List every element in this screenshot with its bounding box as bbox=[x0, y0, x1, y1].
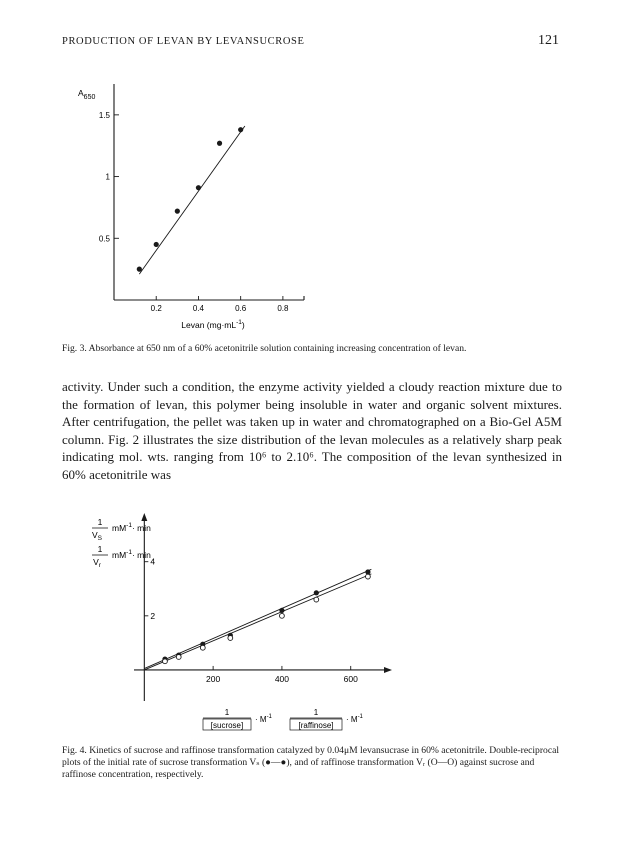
fig3-x-tick-label: 0.2 bbox=[150, 304, 162, 313]
fig4-x-tick-label: 600 bbox=[343, 673, 358, 684]
fig4-ylabel-vr-unit: $mM^{-1}\cdot \min$ bbox=[112, 549, 151, 560]
fig4-x-axis-arrow bbox=[384, 667, 392, 673]
running-head: PRODUCTION OF LEVAN BY LEVANSUCROSE bbox=[62, 36, 305, 47]
figure-3-chart bbox=[0, 0, 624, 340]
fig4-ylabel-vs-num: 1 bbox=[97, 517, 103, 527]
fig4-y-tick-label: 2 bbox=[150, 610, 156, 621]
fig4-point-vr bbox=[228, 636, 233, 641]
fig3-xlabel-sup: -1 bbox=[236, 319, 242, 326]
figure-4-caption: Fig. 4. Kinetics of sucrose and raffinose transformation catalyzed by 0.04μM levansucrase in 60% acetonitrile. Double-reciprocal plots of the initial rate of sucrose transformation Vₛ (●—●), and of raffinose transformation Vᵣ (O—O) against sucrose and raffinose concentration, respectively. bbox=[62, 745, 560, 780]
fig4-x-tick-label: 200 bbox=[206, 673, 221, 684]
fig4-x-tick-label: 400 bbox=[274, 673, 290, 684]
fig3-ylabel-main: A bbox=[78, 88, 84, 98]
fig4-xlabel-sucrose-den: [sucrose] bbox=[210, 721, 244, 730]
fig4-axes bbox=[134, 513, 392, 701]
fig4-point-vr bbox=[366, 574, 371, 579]
fig4-point-vr bbox=[176, 655, 181, 660]
fig4-xlabel-raffinose-den: [raffinose] bbox=[298, 721, 334, 730]
figure-3-caption: Fig. 3. Absorbance at 650 nm of a 60% acetonitrile solution containing increasing concentration of levan. bbox=[62, 343, 467, 354]
fig3-xlabel-main: Levan (mg·mL bbox=[181, 320, 237, 330]
fig4-y-axis-arrow bbox=[141, 513, 147, 521]
fig4-xlabel-raffinose bbox=[290, 708, 364, 730]
fig4-xlabel-sucrose-unit: · $M^{-1}$ bbox=[255, 714, 272, 724]
fig4-xlabel-sucrose-num: 1 bbox=[224, 708, 230, 717]
fig4-xlabel-sucrose bbox=[203, 708, 273, 730]
fig3-y-axis-label bbox=[78, 88, 95, 101]
body-paragraph: activity. Under such a condition, the enzyme activity yielded a cloudy reaction mixture due to the formation of levan, this polymer being insoluble in water and organic solvent mixtures. After centrifugation, the pellet was taken up in water and chromatographed on a Bio-Gel A5M column. Fig. 2 illustrates the size distribution of the levan molecules as a relatively sharp peak indicating mol. wts. ranging from 10⁶ to 2.10⁶. The composition of the levan synthesized in 60% acetonitrile was bbox=[62, 379, 562, 482]
fig3-x-tick-label: 0.6 bbox=[235, 304, 247, 313]
fig4-y-tick-label: 4 bbox=[150, 556, 156, 567]
fig4-point-vr bbox=[163, 659, 168, 664]
fig3-xlabel-close: ) bbox=[241, 320, 245, 330]
fig3-data-point bbox=[196, 185, 201, 190]
fig3-data-point bbox=[175, 209, 180, 214]
fig4-point-vr bbox=[200, 645, 205, 650]
fig4-ylabel-vs-den: $V_S$ bbox=[91, 530, 103, 542]
figure-4-chart bbox=[0, 505, 624, 740]
fig4-point-vs bbox=[279, 608, 284, 613]
fig3-data-point bbox=[154, 242, 159, 247]
fig3-x-tick-label: 0.8 bbox=[277, 304, 289, 313]
fig3-y-tick-label: 1 bbox=[105, 172, 110, 182]
fig3-x-axis-label bbox=[181, 319, 245, 330]
fig3-y-tick-label: 1.5 bbox=[98, 110, 110, 120]
fig3-axes bbox=[99, 84, 304, 313]
fig3-data-point bbox=[217, 141, 222, 146]
fig4-ylabel-vs-unit: $mM^{-1}\cdot \min$ bbox=[112, 522, 151, 533]
fig3-x-tick-label: 0.4 bbox=[192, 304, 205, 313]
fig4-point-vr bbox=[280, 613, 285, 618]
fig3-data-point bbox=[238, 127, 243, 132]
page-number: 121 bbox=[538, 33, 559, 48]
fig4-ylabel-vr-den: $V_r$ bbox=[93, 557, 101, 569]
fig3-data-point bbox=[137, 267, 142, 272]
body-text bbox=[62, 378, 562, 484]
fig4-xlabel-raffinose-num: 1 bbox=[313, 708, 319, 717]
fig3-fit-line bbox=[139, 126, 245, 274]
fig4-point-vs bbox=[314, 590, 319, 595]
fig3-ylabel-sub: 650 bbox=[83, 94, 96, 101]
fig4-ylabel-vr bbox=[92, 544, 151, 569]
fig4-xlabel-raffinose-unit: · $M^{-1}$ bbox=[346, 714, 363, 724]
fig4-ylabel-vr-num: 1 bbox=[97, 544, 103, 554]
fig4-point-vr bbox=[314, 597, 319, 602]
fig3-y-tick-label: 0.5 bbox=[98, 234, 110, 244]
